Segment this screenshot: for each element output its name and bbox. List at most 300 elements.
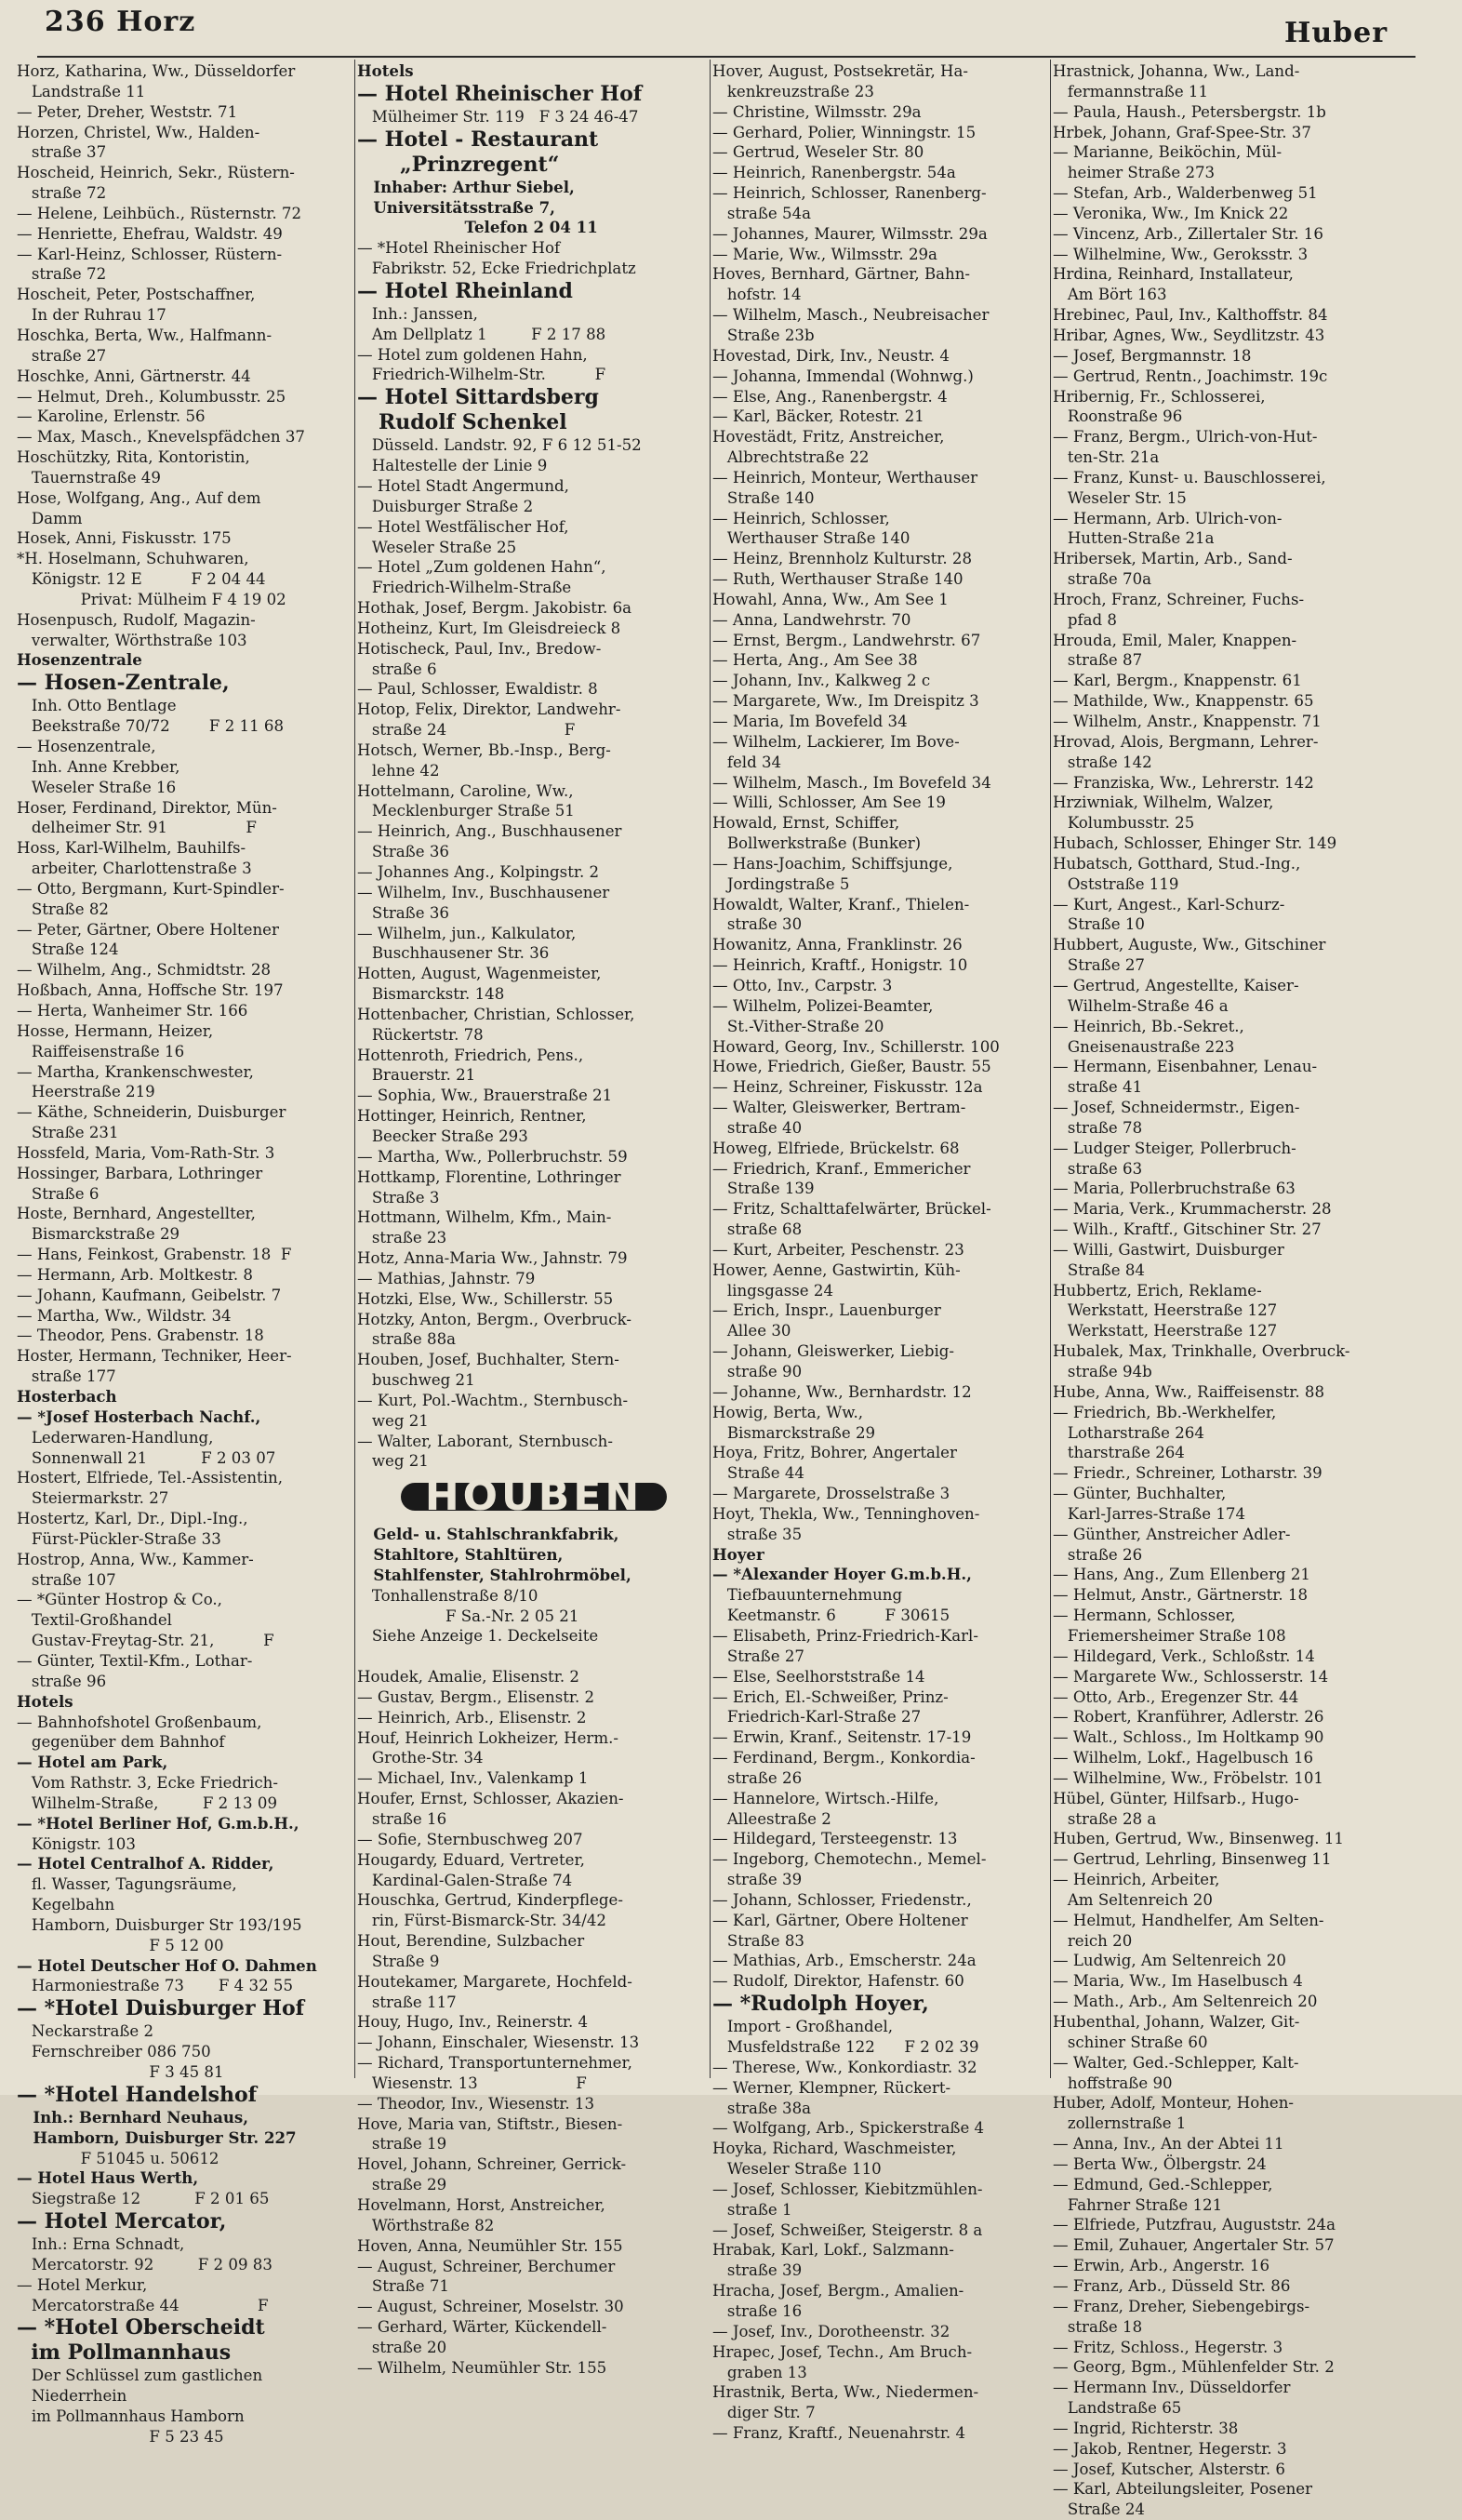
directory-line: Howahl, Anna, Ww., Am See 1 [712, 590, 949, 608]
directory-line: — Berta Ww., Ölbergstr. 24 [1053, 2154, 1267, 2173]
directory-line: F 5 23 45 [17, 2427, 224, 2446]
directory-line: Bollwerkstraße (Bunker) [712, 834, 922, 853]
directory-line: — Hotel Sittardsberg [357, 385, 599, 410]
directory-line: Straße 82 [17, 900, 109, 918]
directory-line: — Hermann Inv., Düsseldorfer [1053, 2379, 1291, 2397]
directory-line: arbeiter, Charlottenstraße 3 [17, 860, 252, 878]
directory-line: Wilhelm-Straße, F 2 13 09 [17, 1793, 277, 1812]
directory-line: straße 35 [712, 1525, 803, 1543]
directory-line: — Herta, Ang., Am See 38 [712, 651, 918, 670]
directory-line: Hotten, August, Wagenmeister, [357, 965, 602, 983]
directory-line: St.-Vither-Straße 20 [712, 1017, 884, 1035]
directory-line: Howig, Berta, Ww., [712, 1403, 864, 1421]
directory-line: Howanitz, Anna, Franklinstr. 26 [712, 936, 963, 954]
directory-line: — Franz, Arb., Düsseld Str. 86 [1053, 2276, 1291, 2295]
directory-line: — Josef, Inv., Dorotheenstr. 32 [712, 2322, 950, 2340]
directory-line: straße 6 [357, 660, 437, 678]
directory-line: straße 16 [712, 2301, 803, 2320]
directory-line: Karl-Jarres-Straße 174 [1053, 1504, 1246, 1523]
directory-line: — Gertrud, Lehrling, Binsenweg 11 [1053, 1850, 1332, 1869]
directory-line: Hottkamp, Florentine, Lothringer [357, 1167, 621, 1186]
directory-line: straße 20 [357, 2338, 447, 2356]
directory-line: Hose, Wolfgang, Ang., Auf dem [17, 488, 261, 507]
directory-line: Straße 6 [17, 1184, 100, 1203]
directory-line: — Walter, Ged.-Schlepper, Kalt- [1053, 2053, 1299, 2072]
directory-line: Straße 139 [712, 1180, 815, 1198]
directory-line: Hoscheit, Peter, Postschaffner, [17, 286, 256, 304]
directory-line: straße 78 [1053, 1118, 1143, 1137]
directory-line: Jordingstraße 5 [712, 874, 850, 893]
directory-line: — Heinrich, Kraftf., Honigstr. 10 [712, 956, 968, 975]
directory-line: Straße 10 [1053, 915, 1145, 934]
directory-line: — Karl, Bergm., Knappenstr. 61 [1053, 672, 1302, 690]
directory-line: Straße 44 [712, 1464, 804, 1483]
directory-line: verwalter, Wörthstraße 103 [17, 631, 247, 649]
directory-line: straße 70a [1053, 570, 1152, 589]
directory-line: Houfer, Ernst, Schlosser, Akazien- [357, 1790, 624, 1808]
directory-line: Fernschreiber 086 750 [17, 2043, 211, 2061]
directory-line: — Hotel am Park, [17, 1753, 168, 1772]
directory-line: — Johanna, Immendal (Wohnwg.) [712, 367, 974, 385]
directory-line: — Rudolf, Direktor, Hafenstr. 60 [712, 1972, 964, 1991]
directory-line: Hoschka, Berta, Ww., Halfmann- [17, 326, 272, 344]
directory-line: Howald, Ernst, Schiffer, [712, 814, 900, 833]
directory-line: F Sa.-Nr. 2 05 21 [357, 1607, 579, 1625]
directory-line: — Johannes Ang., Kolpingstr. 2 [357, 863, 600, 881]
directory-line: — *Hotel Handelshof [17, 2082, 258, 2107]
directory-line: Raiffeisenstraße 16 [17, 1042, 185, 1060]
directory-line: — Günter, Textil-Kfm., Lothar- [17, 1651, 253, 1670]
directory-line: — Johann, Einschaler, Wiesenstr. 13 [357, 2033, 640, 2052]
directory-line: Hosek, Anni, Fiskusstr. 175 [17, 529, 232, 548]
directory-line: Hotheinz, Kurt, Im Gleisdreieck 8 [357, 619, 621, 637]
directory-line: — Wilhelm, Masch., Im Bovefeld 34 [712, 773, 991, 792]
directory-line: Straße 231 [17, 1124, 119, 1142]
directory-line: Hout, Berendine, Sulzbacher [357, 1932, 585, 1951]
directory-line: straße 90 [712, 1363, 803, 1380]
directory-line: Inh. Otto Bentlage [17, 697, 177, 715]
directory-line: — Hotel zum goldenen Hahn, [357, 345, 588, 364]
directory-line: Houben, Josef, Buchhalter, Stern- [357, 1351, 619, 1369]
directory-line: Hrastnik, Berta, Ww., Niedermen- [712, 2383, 979, 2402]
directory-line: — Wilhelm, Anstr., Knappenstr. 71 [1053, 713, 1322, 730]
directory-line: — Erich, Inspr., Lauenburger [712, 1301, 941, 1320]
directory-line: Hougardy, Eduard, Vertreter, [357, 1850, 585, 1869]
page-header-right: Huber [1283, 17, 1388, 49]
directory-line: Kardinal-Galen-Straße 74 [357, 1871, 573, 1889]
directory-line: Tonhallenstraße 8/10 [357, 1586, 538, 1605]
directory-line: straße 39 [712, 2261, 803, 2280]
directory-line: Niederrhein [17, 2387, 127, 2406]
directory-line: Kolumbusstr. 25 [1053, 814, 1195, 833]
directory-line: Straße 27 [712, 1647, 804, 1665]
directory-line: Hottenbacher, Christian, Schlosser, [357, 1005, 635, 1023]
directory-line: — Hans, Feinkost, Grabenstr. 18 F [17, 1246, 292, 1264]
directory-line: — Robert, Kranführer, Adlerstr. 26 [1053, 1708, 1324, 1727]
directory-line: Wilhelm-Straße 46 a [1053, 996, 1229, 1015]
directory-line: — Hotel Centralhof A. Ridder, [17, 1854, 274, 1873]
directory-line: — Christine, Wilmsstr. 29a [712, 102, 922, 121]
directory-line: Siegstraße 12 F 2 01 65 [17, 2190, 270, 2208]
directory-line: — Otto, Arb., Eregenzer Str. 44 [1053, 1687, 1299, 1706]
directory-line: reich 20 [1053, 1931, 1133, 1950]
directory-line: — Margarete, Drosselstraße 3 [712, 1485, 950, 1503]
directory-line: Werkstatt, Heerstraße 127 [1053, 1301, 1278, 1320]
directory-line: — Heinrich, Schlosser, Ranenberg- [712, 184, 987, 203]
directory-line: — Veronika, Ww., Im Knick 22 [1053, 204, 1289, 222]
directory-line: Tauernstraße 49 [17, 468, 161, 487]
directory-line: Rückertstr. 78 [357, 1025, 484, 1044]
directory-line: — Günter, Buchhalter, [1053, 1485, 1227, 1503]
directory-line: Hover, August, Postsekretär, Ha- [712, 62, 969, 80]
directory-line: Hostrop, Anna, Ww., Kammer- [17, 1550, 254, 1568]
directory-line: — Friedrich, Bb.-Werkhelfer, [1053, 1403, 1277, 1421]
directory-line: — Ludger Steiger, Pollerbruch- [1053, 1139, 1296, 1157]
directory-line: — Maria, Im Bovefeld 34 [712, 713, 908, 730]
directory-line: — Emil, Zuhauer, Angertaler Str. 57 [1053, 2236, 1335, 2255]
directory-line: — Wilhelmine, Ww., Geroksstr. 3 [1053, 245, 1309, 263]
directory-line: — Hermann, Schlosser, [1053, 1607, 1236, 1625]
directory-line: Hoster, Hermann, Techniker, Heer- [17, 1347, 292, 1366]
directory-line: — Walt., Schloss., Im Holtkamp 90 [1053, 1728, 1324, 1747]
directory-line: Alleestraße 2 [712, 1809, 831, 1828]
directory-line: Am Dellplatz 1 F 2 17 88 [357, 325, 606, 343]
directory-line: — Vincenz, Arb., Zillertaler Str. 16 [1053, 224, 1323, 243]
directory-line: — Hildegard, Verk., Schloßstr. 14 [1053, 1647, 1315, 1665]
directory-line: — Anna, Landwehrstr. 70 [712, 610, 911, 629]
directory-line: fl. Wasser, Tagungsräume, [17, 1875, 237, 1894]
directory-line: Beecker Straße 293 [357, 1127, 528, 1145]
directory-line: — Wilhelm, Ang., Schmidtstr. 28 [17, 961, 272, 980]
directory-line: Universitätsstraße 7, [357, 197, 555, 217]
directory-line: Grothe-Str. 34 [357, 1749, 484, 1767]
directory-line: Inh.: Janssen, [357, 304, 478, 323]
directory-line: Hrbek, Johann, Graf-Spee-Str. 37 [1053, 123, 1311, 141]
directory-line: Houf, Heinrich Lokheizer, Herm.- [357, 1728, 618, 1747]
directory-line: — Hotel Westfälischer Hof, [357, 517, 569, 536]
directory-line: — Sophia, Ww., Brauerstraße 21 [357, 1087, 613, 1105]
directory-line: hofstr. 14 [712, 286, 802, 304]
directory-line: straße 29 [357, 2176, 447, 2194]
directory-line: Weseler Straße 110 [712, 2160, 882, 2179]
directory-line: — Theodor, Pens. Grabenstr. 18 [17, 1327, 264, 1345]
directory-line: Textil-Großhandel [17, 1611, 172, 1630]
directory-line: straße 23 [357, 1229, 447, 1247]
directory-line: Lotharstraße 264 [1053, 1423, 1204, 1442]
directory-line: — Johann, Gleiswerker, Liebig- [712, 1342, 955, 1361]
directory-line: — Ludwig, Am Seltenreich 20 [1053, 1952, 1286, 1970]
directory-line: — Walter, Gleiswerker, Bertram- [712, 1099, 966, 1117]
directory-line: — Fritz, Schalttafelwärter, Brückel- [712, 1200, 991, 1219]
directory-line: Hoyer [712, 1544, 764, 1564]
directory-line: — Franz, Dreher, Siebengebirgs- [1053, 2297, 1310, 2315]
directory-line: straße 177 [17, 1367, 116, 1386]
directory-line: Hracha, Josef, Bergm., Amalien- [712, 2282, 964, 2300]
directory-line: heimer Straße 273 [1053, 164, 1216, 182]
directory-line: Straße 24 [1053, 2500, 1145, 2519]
directory-line: — Maria, Pollerbruchstraße 63 [1053, 1180, 1296, 1198]
directory-line: — Friedr., Schreiner, Lotharstr. 39 [1053, 1464, 1322, 1483]
directory-line: tharstraße 264 [1053, 1444, 1185, 1462]
directory-line: Hamborn, Duisburger Str. 227 [17, 2127, 297, 2147]
directory-line: — Henriette, Ehefrau, Waldstr. 49 [17, 224, 283, 243]
directory-line: Straße 84 [1053, 1260, 1145, 1279]
directory-line: Hubenthal, Johann, Walzer, Git- [1053, 2013, 1300, 2031]
directory-line: Harmoniestraße 73 F 4 32 55 [17, 1977, 294, 1995]
directory-line: — Martha, Ww., Pollerbruchstr. 59 [357, 1147, 628, 1166]
directory-line: lingsgasse 24 [712, 1281, 834, 1300]
directory-line: — Edmund, Ged.-Schlepper, [1053, 2175, 1273, 2193]
directory-line: Musfeldstraße 122 F 2 02 39 [712, 2038, 979, 2056]
directory-line: — Josef, Bergmannstr. 18 [1053, 346, 1252, 365]
directory-line: — Hermann, Eisenbahner, Lenau- [1053, 1058, 1318, 1076]
directory-line: Friemersheimer Straße 108 [1053, 1626, 1286, 1645]
directory-line: Houschka, Gertrud, Kinderpflege- [357, 1891, 623, 1910]
directory-line: Houdek, Amalie, Elisenstr. 2 [357, 1668, 579, 1687]
directory-line: Hubatsch, Gotthard, Stud.-Ing., [1053, 854, 1301, 873]
directory-line: — Mathias, Arb., Emscherstr. 24a [712, 1952, 977, 1970]
directory-line: — Hosenzentrale, [17, 738, 156, 755]
directory-line: Rudolf Schenkel [357, 410, 567, 435]
directory-line: Weseler Straße 16 [17, 778, 177, 796]
directory-line: Straße 83 [712, 1931, 804, 1950]
directory-line: — Josef, Schlosser, Kiebitzmühlen- [712, 2180, 983, 2198]
directory-line: — *Günter Hostrop & Co., [17, 1591, 222, 1609]
directory-line: — Wilhelmine, Ww., Fröbelstr. 101 [1053, 1768, 1323, 1787]
directory-line: — Gertrud, Angestellte, Kaiser- [1053, 976, 1299, 994]
directory-line: Hutten-Straße 21a [1053, 529, 1215, 548]
directory-line: kenkreuzstraße 23 [712, 82, 874, 100]
directory-line: — Mathias, Jahnstr. 79 [357, 1269, 536, 1287]
directory-line: — Heinrich, Arb., Elisenstr. 2 [357, 1708, 587, 1727]
directory-line: Tiefbauunternehmung [712, 1586, 903, 1605]
directory-line: — Hotel „Zum goldenen Hahn“, [357, 558, 606, 577]
directory-line: — Kurt, Angest., Karl-Schurz- [1053, 895, 1285, 913]
directory-line: Hotels [357, 61, 414, 80]
directory-line: Bismarckstraße 29 [712, 1423, 876, 1442]
directory-line: Mercatorstr. 92 F 2 09 83 [17, 2255, 272, 2273]
directory-line: — Heinrich, Schlosser, [712, 509, 890, 527]
directory-line: Roonstraße 96 [1053, 407, 1183, 426]
directory-line: Straße 9 [357, 1952, 440, 1970]
directory-line: — August, Schreiner, Berchumer [357, 2257, 616, 2275]
directory-line: Howard, Georg, Inv., Schillerstr. 100 [712, 1037, 1000, 1056]
directory-line: Horzen, Christel, Ww., Halden- [17, 123, 260, 141]
directory-line: — Wilhelm, Neumühler Str. 155 [357, 2358, 607, 2377]
directory-line: Der Schlüssel zum gastlichen [17, 2367, 263, 2385]
directory-line: — Ingrid, Richterstr. 38 [1053, 2419, 1239, 2437]
directory-line: — Maria, Ww., Im Haselbusch 4 [1053, 1972, 1303, 1991]
directory-column-3 [712, 61, 1051, 2444]
directory-line: Hrabak, Karl, Lokf., Salzmann- [712, 2241, 954, 2260]
directory-line: Mecklenburger Straße 51 [357, 802, 575, 820]
directory-line: — *Hotel Berliner Hof, G.m.b.H., [17, 1813, 299, 1833]
directory-line: Duisburger Straße 2 [357, 497, 534, 515]
directory-line: — Herta, Wanheimer Str. 166 [17, 1001, 248, 1020]
directory-line: — *Alexander Hoyer G.m.b.H., [712, 1565, 972, 1584]
directory-line: — Mathilde, Ww., Knappenstr. 65 [1053, 692, 1314, 711]
directory-line: gegenüber dem Bahnhof [17, 1733, 225, 1752]
directory-line: Privat: Mülheim F 4 19 02 [17, 590, 286, 608]
directory-line: Inh.: Bernhard Neuhaus, [17, 2107, 249, 2127]
directory-line: Beekstraße 70/72 F 2 11 68 [17, 717, 285, 736]
directory-line: — Helmut, Handhelfer, Am Selten- [1053, 1911, 1324, 1929]
directory-line: Buschhausener Str. 36 [357, 944, 550, 963]
directory-line: Hrastnick, Johanna, Ww., Land- [1053, 62, 1300, 80]
directory-line: Haltestelle der Linie 9 [357, 457, 548, 475]
directory-line: Straße 71 [357, 2277, 449, 2296]
directory-line: Hotsch, Werner, Bb.-Insp., Berg- [357, 740, 611, 759]
directory-line: — Hermann, Arb. Ulrich-von- [1053, 509, 1283, 527]
directory-line: buschweg 21 [357, 1371, 475, 1390]
directory-line: — Peter, Gärtner, Obere Holtener [17, 920, 279, 939]
directory-line: Hrziwniak, Wilhelm, Walzer, [1053, 793, 1274, 812]
directory-line: — Kurt, Pol.-Wachtm., Sternbusch- [357, 1391, 629, 1409]
directory-line: Hothak, Josef, Bergm. Jakobistr. 6a [357, 599, 632, 618]
houben-logo-text: HOUBEN [401, 1483, 667, 1511]
directory-line: — Gerhard, Polier, Winningstr. 15 [712, 123, 977, 141]
directory-line: Hoschützky, Rita, Kontoristin, [17, 448, 250, 467]
directory-line: — *Hotel Rheinischer Hof [357, 239, 561, 258]
directory-line: — *Hotel Oberscheidt [17, 2315, 265, 2340]
directory-line: graben 13 [712, 2363, 807, 2381]
directory-line: Huber, Adolf, Monteur, Hohen- [1053, 2094, 1295, 2113]
directory-line: Düsseld. Landstr. 92, F 6 12 51-52 [357, 436, 642, 455]
directory-line: Hoßbach, Anna, Hoffsche Str. 197 [17, 981, 284, 1000]
directory-line: Hossfeld, Maria, Vom-Rath-Str. 3 [17, 1143, 275, 1162]
directory-line: — Wilhelm, jun., Kalkulator, [357, 924, 577, 942]
directory-line: — Hotel Mercator, [17, 2209, 227, 2234]
directory-line: Hrapec, Josef, Techn., Am Bruch- [712, 2342, 973, 2361]
directory-line: Geld- u. Stahlschrankfabrik, [357, 1525, 619, 1544]
directory-line: Gustav-Freytag-Str. 21, F [17, 1632, 274, 1650]
directory-line: Neckarstraße 2 [17, 2022, 154, 2041]
directory-line: — Heinrich, Ang., Buschhausener [357, 822, 622, 841]
page-header-left: 236 Horz [45, 6, 196, 38]
directory-line: Hoschke, Anni, Gärtnerstr. 44 [17, 367, 251, 385]
directory-line: straße 68 [712, 1220, 803, 1239]
directory-line: — Gerhard, Wärter, Kückendell- [357, 2318, 607, 2337]
directory-line: Bismarckstr. 148 [357, 985, 505, 1004]
directory-line: — Hotel Deutscher Hof O. Dahmen [17, 1955, 317, 1975]
directory-line: — Elisabeth, Prinz-Friedrich-Karl- [712, 1626, 978, 1645]
header-rule [37, 56, 1415, 58]
directory-line: — Karl, Bäcker, Rotestr. 21 [712, 407, 924, 426]
directory-line: Hotzki, Else, Ww., Schillerstr. 55 [357, 1289, 614, 1308]
directory-line: — Theodor, Inv., Wiesenstr. 13 [357, 2094, 595, 2113]
directory-line: Stahltore, Stahltüren, [357, 1545, 564, 1564]
directory-line: — Erwin, Kranf., Seitenstr. 17-19 [712, 1728, 972, 1747]
directory-line: — Wilhelm, Polizei-Beamter, [712, 996, 934, 1015]
directory-line: Straße 23b [712, 326, 815, 344]
directory-line: — *Josef Hosterbach Nachf., [17, 1407, 261, 1426]
directory-line: Wiesenstr. 13 F [357, 2073, 587, 2092]
directory-line: Hoyt, Thekla, Ww., Tenninghoven- [712, 1504, 980, 1523]
directory-line: Hribar, Agnes, Ww., Seydlitzstr. 43 [1053, 326, 1325, 344]
directory-line: — Marianne, Beiköchin, Mül- [1053, 143, 1283, 162]
directory-line: — Gertrud, Rentn., Joachimstr. 19c [1053, 367, 1328, 385]
directory-line: straße 41 [1053, 1078, 1143, 1097]
directory-line: Hoser, Ferdinand, Direktor, Mün- [17, 798, 277, 817]
directory-line: feld 34 [712, 753, 782, 771]
directory-line: Hottmann, Wilhelm, Kfm., Main- [357, 1208, 612, 1227]
directory-line: — Willi, Schlosser, Am See 19 [712, 793, 946, 812]
directory-line: — August, Schreiner, Moselstr. 30 [357, 2298, 624, 2316]
directory-line: — Käthe, Schneiderin, Duisburger [17, 1103, 286, 1122]
directory-line: — Josef, Schweißer, Steigerstr. 8 a [712, 2220, 983, 2239]
directory-line: — Karl-Heinz, Schlosser, Rüstern- [17, 245, 283, 263]
directory-line: Hosenzentrale [17, 650, 142, 670]
directory-line: Huben, Gertrud, Ww., Binsenweg. 11 [1053, 1830, 1344, 1848]
directory-line: Keetmanstr. 6 F 30615 [712, 1607, 950, 1625]
directory-line: Landstraße 65 [1053, 2399, 1182, 2418]
directory-line: — Johann, Schlosser, Friedenstr., [712, 1890, 972, 1909]
directory-line: — Margarete, Ww., Im Dreispitz 3 [712, 692, 979, 711]
directory-line: — Walter, Laborant, Sternbusch- [357, 1432, 613, 1450]
directory-line: im Pollmannhaus Hamborn [17, 2407, 245, 2426]
directory-line: im Pollmannhaus [17, 2340, 232, 2366]
directory-line: — Heinz, Brennholz Kulturstr. 28 [712, 550, 973, 568]
directory-line: Bismarckstraße 29 [17, 1225, 180, 1244]
directory-line: Friedrich-Karl-Straße 27 [712, 1708, 922, 1727]
directory-line: Inhaber: Arthur Siebel, [357, 177, 575, 196]
directory-line: Hovestad, Dirk, Inv., Neustr. 4 [712, 346, 950, 365]
directory-line: Straße 27 [1053, 956, 1145, 975]
directory-line: — Margarete Ww., Schlosserstr. 14 [1053, 1667, 1329, 1686]
directory-line: Hribernig, Fr., Schlosserei, [1053, 387, 1266, 406]
directory-line: Straße 36 [357, 903, 449, 922]
directory-line: pfad 8 [1053, 610, 1117, 629]
directory-line: straße 54a [712, 204, 812, 222]
directory-line: Hove, Maria van, Stiftstr., Biesen- [357, 2114, 623, 2133]
directory-line: Mülheimer Str. 119 F 3 24 46-47 [357, 107, 639, 126]
directory-line: — Max, Masch., Knevelspfädchen 37 [17, 428, 305, 447]
directory-line: Hotischeck, Paul, Inv., Bredow- [357, 639, 602, 658]
directory-line: Hoyka, Richard, Waschmeister, [712, 2140, 957, 2158]
directory-line: — Jakob, Rentner, Hegerstr. 3 [1053, 2439, 1287, 2458]
directory-line: — Hans-Joachim, Schiffsjunge, [712, 854, 953, 873]
directory-line: „Prinzregent“ [357, 152, 560, 177]
directory-line: Hostertz, Karl, Dr., Dipl.-Ing., [17, 1510, 248, 1528]
directory-line: Fabrikstr. 52, Ecke Friedrichplatz [357, 260, 636, 278]
directory-line: — *Rudolph Hoyer, [712, 1992, 929, 2017]
directory-line: — Anna, Inv., An der Abtei 11 [1053, 2135, 1284, 2153]
directory-line: — Günther, Anstreicher Adler- [1053, 1525, 1291, 1543]
directory-line: Werthauser Straße 140 [712, 529, 910, 548]
directory-line: — Franz, Bergm., Ulrich-von-Hut- [1053, 428, 1318, 447]
directory-line: *H. Hoselmann, Schuhwaren, [17, 550, 249, 568]
directory-line: straße 72 [17, 184, 107, 203]
directory-line: straße 26 [712, 1768, 803, 1787]
directory-line: Hottinger, Heinrich, Rentner, [357, 1107, 587, 1126]
directory-line: — Wilh., Kraftf., Gitschiner Str. 27 [1053, 1220, 1322, 1239]
directory-line: Königstr. 12 E F 2 04 44 [17, 570, 266, 589]
directory-line: Hoven, Anna, Neumühler Str. 155 [357, 2236, 623, 2255]
directory-line: — Hotel Haus Werth, [17, 2168, 199, 2188]
directory-line: — Franz, Kunst- u. Bauschlosserei, [1053, 468, 1326, 487]
directory-line: straße 72 [17, 265, 107, 284]
directory-line: schiner Straße 60 [1053, 2033, 1208, 2051]
directory-line: — Else, Ang., Ranenbergstr. 4 [712, 387, 948, 406]
directory-line: — Gustav, Bergm., Elisenstr. 2 [357, 1687, 595, 1706]
directory-line: — Johann, Kaufmann, Geibelstr. 7 [17, 1286, 282, 1304]
directory-line: Hrdina, Reinhard, Installateur, [1053, 265, 1294, 284]
directory-line: — Wilhelm, Inv., Buschhausener [357, 883, 610, 901]
directory-line: Mercatorstraße 44 F [17, 2296, 269, 2314]
directory-line: Heerstraße 219 [17, 1083, 155, 1101]
directory-line: straße 107 [17, 1570, 116, 1589]
directory-line: Sonnenwall 21 F 2 03 07 [17, 1448, 276, 1467]
